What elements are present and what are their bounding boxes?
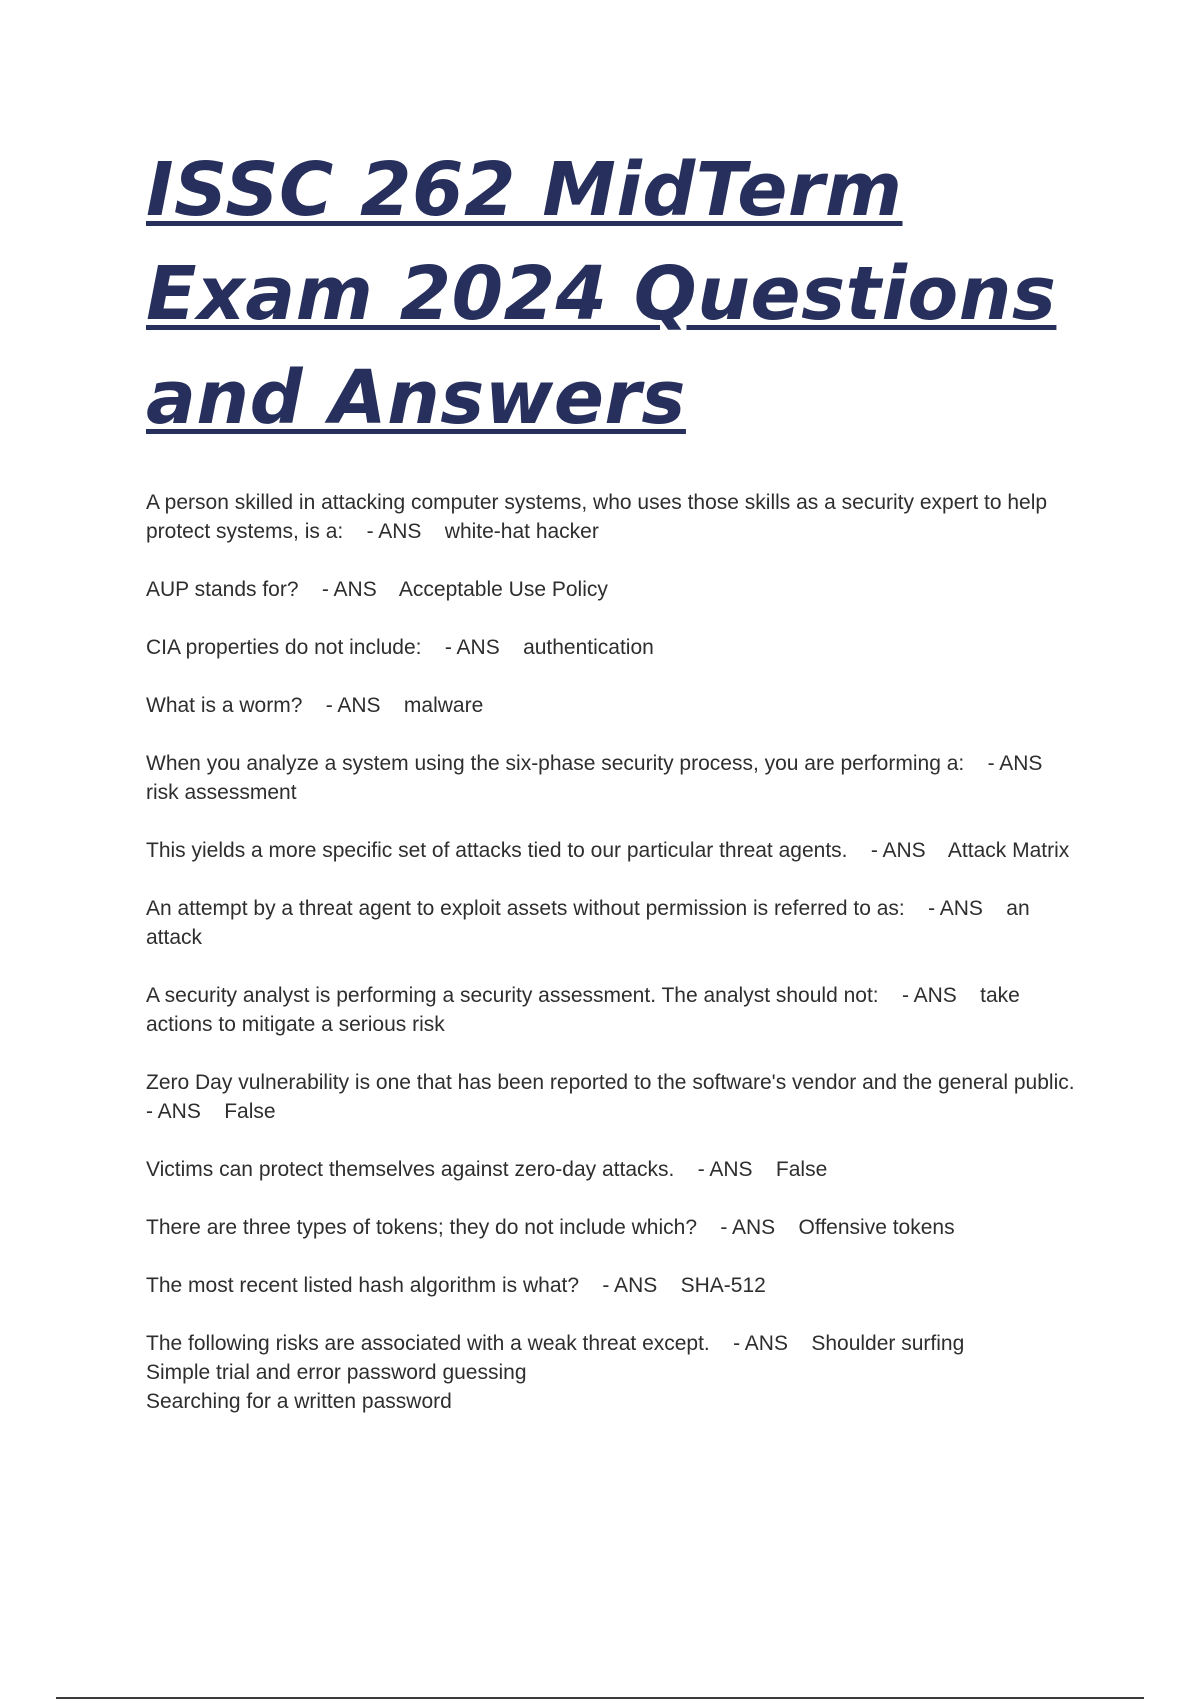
question-text: CIA properties do not include: [146, 636, 422, 659]
answer-separator: - ANS [720, 1216, 776, 1239]
question-text: Zero Day vulnerability is one that has been reported to the software's vendor and the general public. [146, 1071, 1075, 1094]
answer-text: an attack [146, 897, 1036, 949]
qa-item [146, 1155, 1086, 1184]
question-text: A person skilled in attacking computer systems, who uses those skills as a security expert to help protect systems, is a: [146, 491, 1053, 543]
answer-text: authentication [523, 636, 654, 659]
question-text: The following risks are associated with a weak threat except. [146, 1332, 710, 1355]
answer-text: Offensive tokens [798, 1216, 955, 1239]
answer-text: risk assessment [146, 781, 297, 804]
qa-list [146, 488, 1086, 1445]
question-text: What is a worm? [146, 694, 303, 717]
question-text: This yields a more specific set of attacks tied to our particular threat agents. [146, 839, 848, 862]
question-text: An attempt by a threat agent to exploit assets without permission is referred to as: [146, 897, 905, 920]
question-text: There are three types of tokens; they do not include which? [146, 1216, 697, 1239]
document-title: ISSC 262 MidTerm Exam 2024 Questions and Answers [146, 147, 1057, 441]
answer-separator: - ANS [146, 1100, 201, 1123]
answer-separator: - ANS [325, 694, 381, 717]
answer-text: SHA-512 [680, 1274, 766, 1297]
answer-text: Shoulder surfing [811, 1332, 965, 1355]
answer-separator: - ANS [987, 752, 1043, 775]
answer-separator: - ANS [602, 1274, 658, 1297]
answer-text: take actions to mitigate a serious risk [146, 984, 1026, 1036]
answer-separator: - ANS [928, 897, 983, 920]
answer-text: Acceptable Use Policy [398, 578, 608, 601]
qa-item [146, 749, 1086, 807]
answer-text: False [224, 1100, 276, 1123]
question-text: When you analyze a system using the six-phase security process, you are performing a: [146, 752, 965, 775]
qa-item [146, 488, 1086, 546]
answer-text: False [775, 1158, 828, 1181]
answer-separator: - ANS [366, 520, 422, 543]
qa-item [146, 633, 1086, 662]
qa-item [146, 691, 1086, 720]
question-text: A security analyst is performing a security assessment. The analyst should not: [146, 984, 879, 1007]
answer-separator: - ANS [733, 1332, 788, 1355]
answer-text: white-hat hacker [444, 520, 599, 543]
answer-extra-line: Searching for a written password [146, 1390, 452, 1413]
qa-item [146, 1213, 1086, 1242]
qa-item [146, 575, 1086, 604]
question-text: Victims can protect themselves against zero-day attacks. [146, 1158, 675, 1181]
answer-separator: - ANS [321, 578, 377, 601]
answer-separator: - ANS [901, 984, 957, 1007]
qa-item [146, 1329, 1086, 1416]
answer-separator: - ANS [697, 1158, 753, 1181]
answer-text: malware [403, 694, 484, 717]
qa-item [146, 1271, 1086, 1300]
answer-extra-line: Simple trial and error password guessing [146, 1361, 527, 1384]
answer-separator: - ANS [444, 636, 500, 659]
question-text: AUP stands for? [146, 578, 299, 601]
footer-divider [56, 1697, 1144, 1699]
answer-separator: - ANS [870, 839, 926, 862]
qa-item [146, 894, 1086, 952]
answer-text: Attack Matrix [947, 839, 1070, 862]
qa-item [146, 981, 1086, 1039]
qa-item [146, 1068, 1086, 1126]
qa-item [146, 836, 1086, 865]
question-text: The most recent listed hash algorithm is what? [146, 1274, 580, 1297]
